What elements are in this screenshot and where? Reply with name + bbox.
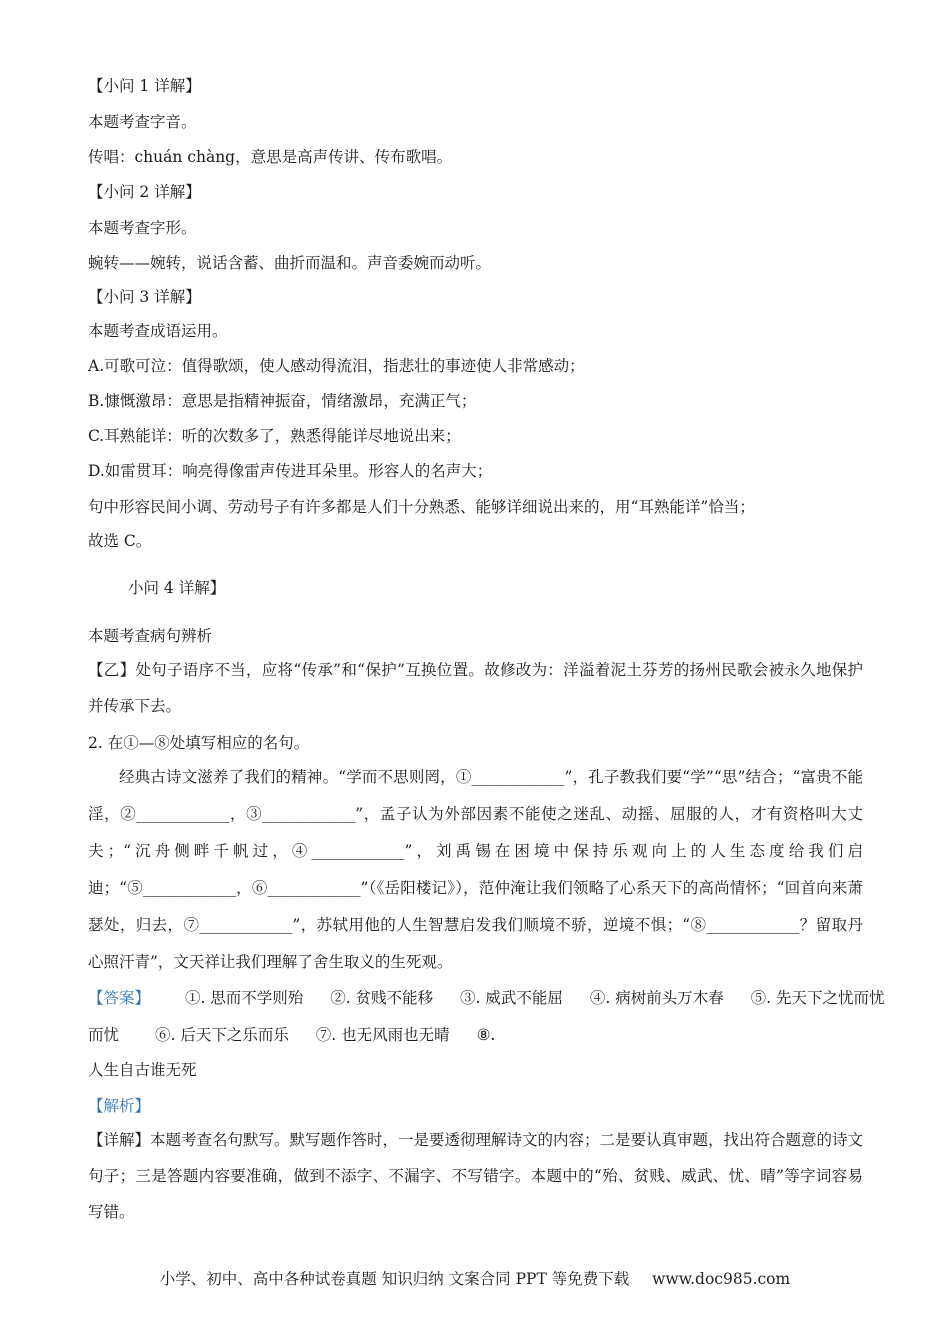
answer-line-2: 而忧: [88, 1026, 120, 1044]
q2-header: 【小问 2 详解】: [88, 183, 201, 201]
q3-option-d: D.如雷贯耳：响亮得像雷声传进耳朵里。形容人的名声大；: [88, 462, 493, 480]
q3-option-c: C.耳熟能详：听的次数多了，熟悉得能详尽地说出来；: [88, 427, 461, 445]
q1-header: 【小问 1 详解】: [88, 77, 201, 95]
answer-8: ⑧.: [476, 1026, 496, 1044]
page-footer: [0, 1268, 950, 1290]
q1-intro: 本题考查字音。: [88, 113, 197, 131]
q3-conclusion: 句中形容民间小调、劳动号子有许多都是人们十分熟悉、能够详细说出来的，用“耳熟能详”恰当；: [88, 498, 755, 516]
answer-1: ①. 思而不学则殆: [184, 989, 304, 1007]
answer-2: ②. 贫贱不能移: [330, 989, 434, 1007]
footer-url[interactable]: www.doc985.com: [652, 1270, 791, 1288]
answer-6: ⑥. 后天下之乐而乐: [155, 1026, 289, 1044]
question2-passage: 经典古诗文滋养了我们的精神。“学而不思则罔，①____________”，孔子教我们要“学”“思”结合；“富贵不能淫，②____________，③____________”，孟子认为外部因素不能使之迷乱、动摇、屈服的人，才有资格叫大丈夫；“沉舟侧畔千帆过，④____________”，刘禹锡在困境中保持乐观向上的人生态度给我们启迪；“⑤____________，⑥____________”（《岳阳楼记》），范仲淹让我们领略了心系天下的高尚情怀；“回首向来萧瑟处，归去，⑦____________”，苏轼用他的人生智慧启发我们顺境不骄，逆境不惧；“⑧____________？留取丹心照汗青”，文天祥让我们理解了舍生取义的生死观。: [88, 768, 863, 971]
q3-intro: 本题考查成语运用。: [88, 322, 228, 340]
q4-header: 小问 4 详解】: [128, 579, 226, 597]
question2-title: 2. 在①—⑧处填写相应的名句。: [88, 734, 310, 752]
q1-detail: 传唱：chuán chàng，意思是高声传讲、传布歌唱。: [88, 148, 453, 166]
answer-3: ③. 威武不能屈: [460, 989, 563, 1007]
answer-5: ⑤. 先天下之忧而忧: [750, 989, 885, 1007]
footer-text: 小学、初中、高中各种试卷真题 知识归纳 文案合同 PPT 等免费下载: [159, 1270, 630, 1288]
answer-8-text: 人生自古谁无死: [88, 1061, 197, 1079]
q2-intro: 本题考查字形。: [88, 219, 197, 237]
answer-line-1: [88, 988, 885, 1008]
q2-detail: 蜿转——婉转，说话含蓄、曲折而温和。声音委婉而动听。: [88, 254, 492, 272]
q4-intro: 本题考查病句辨析: [88, 627, 213, 645]
q3-option-b: B.慷慨激昂：意思是指精神振奋，情绪激昂，充满正气；: [88, 392, 477, 410]
answer-line-2b: [155, 1025, 517, 1045]
q3-choice: 故选 C。: [88, 532, 152, 550]
analysis-label: 【解析】: [88, 1097, 151, 1115]
q4-detail: 【乙】处句子语序不当，应将“传承”和“保护”互换位置。故修改为：洋溢着泥土芬芳的扬州民歌会被永久地保护并传承下去。: [88, 661, 863, 715]
q3-header: 【小问 3 详解】: [88, 288, 201, 306]
q3-option-a: A.可歌可泣：值得歌颂，使人感动得流泪，指悲壮的事迹使人非常感动；: [88, 357, 585, 375]
answer-4: ④. 病树前头万木春: [589, 989, 724, 1007]
answer-label: 【答案】: [88, 989, 151, 1007]
answer-7: ⑦. 也无风雨也无晴: [315, 1026, 450, 1044]
analysis-detail: 【详解】本题考查名句默写。默写题作答时，一是要透彻理解诗文的内容；二是要认真审题，找出符合题意的诗文句子；三是答题内容要准确，做到不添字、不漏字、不写错字。本题中的“殆、贫贱、威武、忧、晴”等字词容易写错。: [88, 1131, 864, 1221]
